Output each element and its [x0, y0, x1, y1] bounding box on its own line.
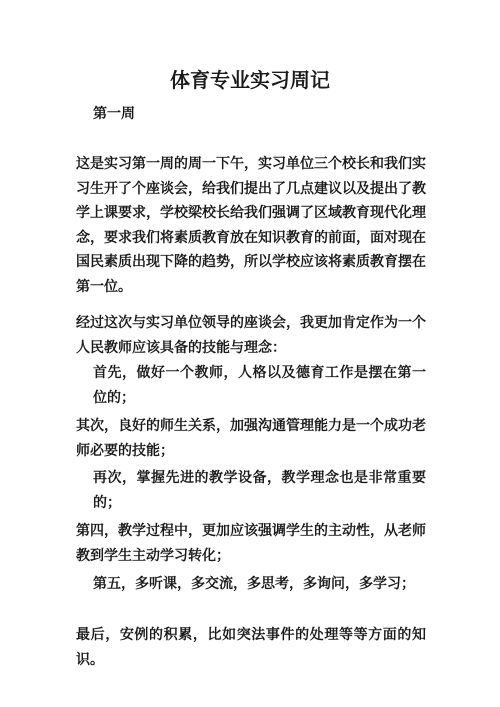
paragraph-1: 这是实习第一周的周一下午，实习单位三个校长和我们实习生开了个座谈会，给我们提出了几点建议以及提出了教学上课要求，学校梁校长给我们强调了区域教育现代化理念，要求我们将素质教育放在知识教育的前面，面对现在国民素质出现下降的趋势，所以学校应该将素质教育摆在第一位。: [76, 156, 426, 295]
paragraph-7: 第五，多听课，多交流，多思考，多询问，多学习；: [93, 576, 415, 592]
paragraph-8: 最后，安例的积累，比如突法事件的处理等等方面的知识。: [76, 627, 426, 668]
paragraph-4: 其次，良好的师生关系，加强沟通管理能力是一个成功老师必要的技能；: [76, 418, 426, 459]
document-title: 体育专业实习周记: [170, 68, 330, 92]
paragraph-6: 第四，教学过程中，更加应该强调学生的主动性，从老师教到学生主动学习转化；: [76, 523, 426, 564]
paragraph-5: 再次，掌握先进的教学设备，教学理念也是非常重要的；: [93, 470, 426, 511]
week-heading: 第一周: [93, 106, 135, 122]
paragraph-3: 首先，做好一个教师，人格以及德育工作是摆在第一位的；: [93, 365, 426, 406]
paragraph-2: 经过这次与实习单位领导的座谈会，我更加肯定作为一个人民教师应该具备的技能与理念：: [76, 315, 426, 356]
